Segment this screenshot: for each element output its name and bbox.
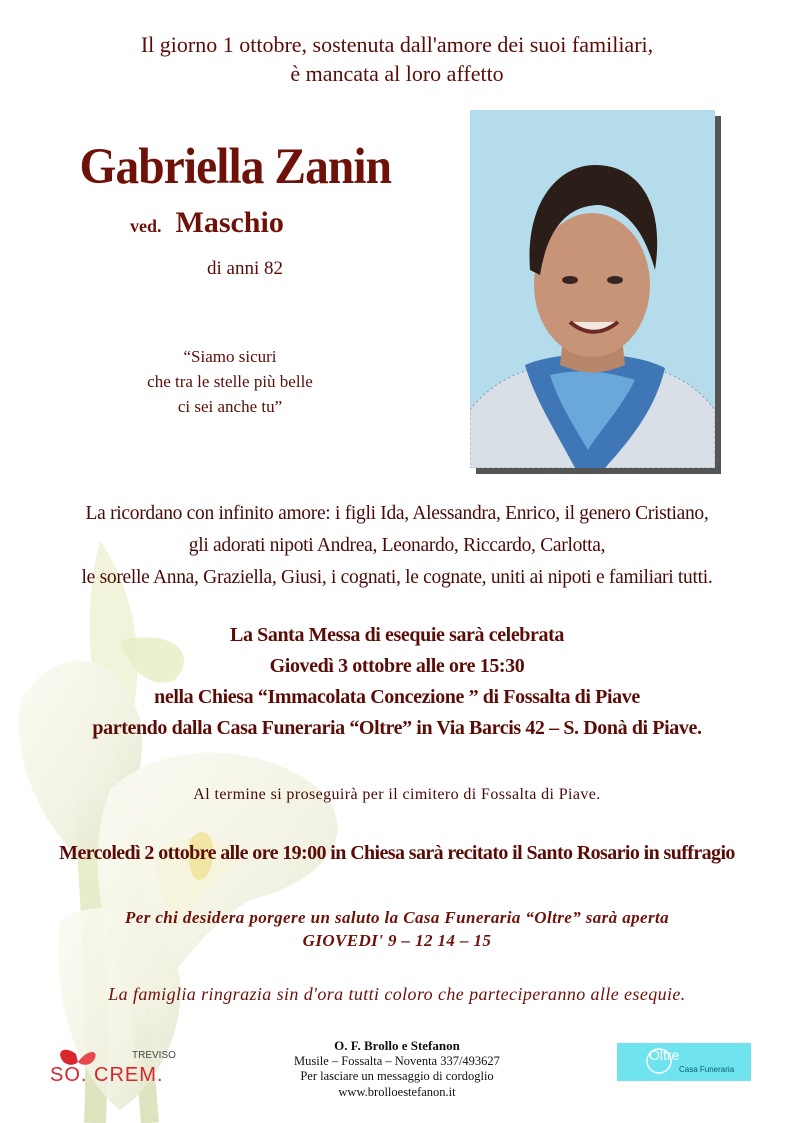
visit-line-1: Per chi desidera porgere un saluto la Casa Funeraria “Oltre” sarà aperta	[124, 908, 670, 927]
condolence-message-text: Per lasciare un messaggio di cordoglio	[300, 1069, 494, 1083]
oltre-circle-icon	[645, 1043, 685, 1081]
funeral-mass-info	[30, 620, 764, 744]
quote	[105, 344, 355, 419]
mass-line-4: partendo dalla Casa Funeraria “Oltre” in Via Barcis 42 – S. Donà di Piave.	[92, 717, 702, 739]
quote-line-3: ci sei anche tu”	[177, 397, 283, 416]
socrem-name: SO. CREM.	[50, 1064, 164, 1086]
family-text	[30, 498, 764, 594]
mass-line-2: Giovedì 3 ottobre alle ore 15:30	[269, 655, 525, 677]
mass-line-1: La Santa Messa di esequie sarà celebrata	[230, 624, 564, 646]
website-link[interactable]: www.brolloestefanon.it	[338, 1084, 456, 1099]
thanks-text: La famiglia ringrazia sin d'ora tutti coloro che parteciperanno alle esequie.	[108, 984, 686, 1004]
socrem-logo	[48, 1044, 198, 1094]
age: di anni 82	[207, 258, 283, 279]
funeral-home-locations: Musile – Fossalta – Noventa 337/493627	[294, 1053, 500, 1068]
oltre-subtitle: Casa Funeraria	[679, 1065, 735, 1074]
rosary-text: Mercoledì 2 ottobre alle ore 19:00 in Chiesa sarà recitato il Santo Rosario in suffragio	[59, 842, 735, 864]
family-line-2: gli adorati nipoti Andrea, Leonardo, Riccardo, Carlotta,	[188, 535, 606, 556]
married-name: Maschio	[175, 206, 284, 239]
ved-prefix: ved.	[130, 216, 162, 236]
family-line-1: La ricordano con infinito amore: i figli Ida, Alessandra, Enrico, il genero Cristiano,	[85, 503, 709, 524]
intro-line-1: Il giorno 1 ottobre, sostenuta dall'amore dei suoi familiari,	[140, 32, 654, 57]
oltre-name: Oltre	[649, 1047, 680, 1063]
funeral-home-footer	[230, 1038, 564, 1100]
quote-line-2: che tra le stelle più belle	[147, 372, 313, 391]
visit-line-2: GIOVEDI' 9 – 12 14 – 15	[302, 931, 492, 950]
oltre-logo	[617, 1043, 751, 1081]
intro-text	[40, 30, 754, 88]
cemetery-text: Al termine si proseguirà per il cimitero di Fossalta di Piave.	[193, 786, 601, 803]
married-name-line	[130, 206, 390, 240]
socrem-city: TREVISO	[132, 1050, 176, 1061]
quote-line-1: “Siamo sicuri	[183, 347, 277, 366]
intro-line-2: è mancata al loro affetto	[290, 61, 504, 86]
deceased-name: Gabriella Zanin	[79, 139, 392, 195]
funeral-home-name: O. F. Brollo e Stefanon	[334, 1038, 460, 1053]
family-line-3: le sorelle Anna, Graziella, Giusi, i cognati, le cognate, uniti ai nipoti e familiari tutti.	[81, 567, 713, 588]
visiting-hours	[30, 906, 764, 952]
portrait-photo	[470, 110, 715, 468]
mass-line-3: nella Chiesa “Immacolata Concezione ” di Fossalta di Piave	[154, 686, 640, 708]
